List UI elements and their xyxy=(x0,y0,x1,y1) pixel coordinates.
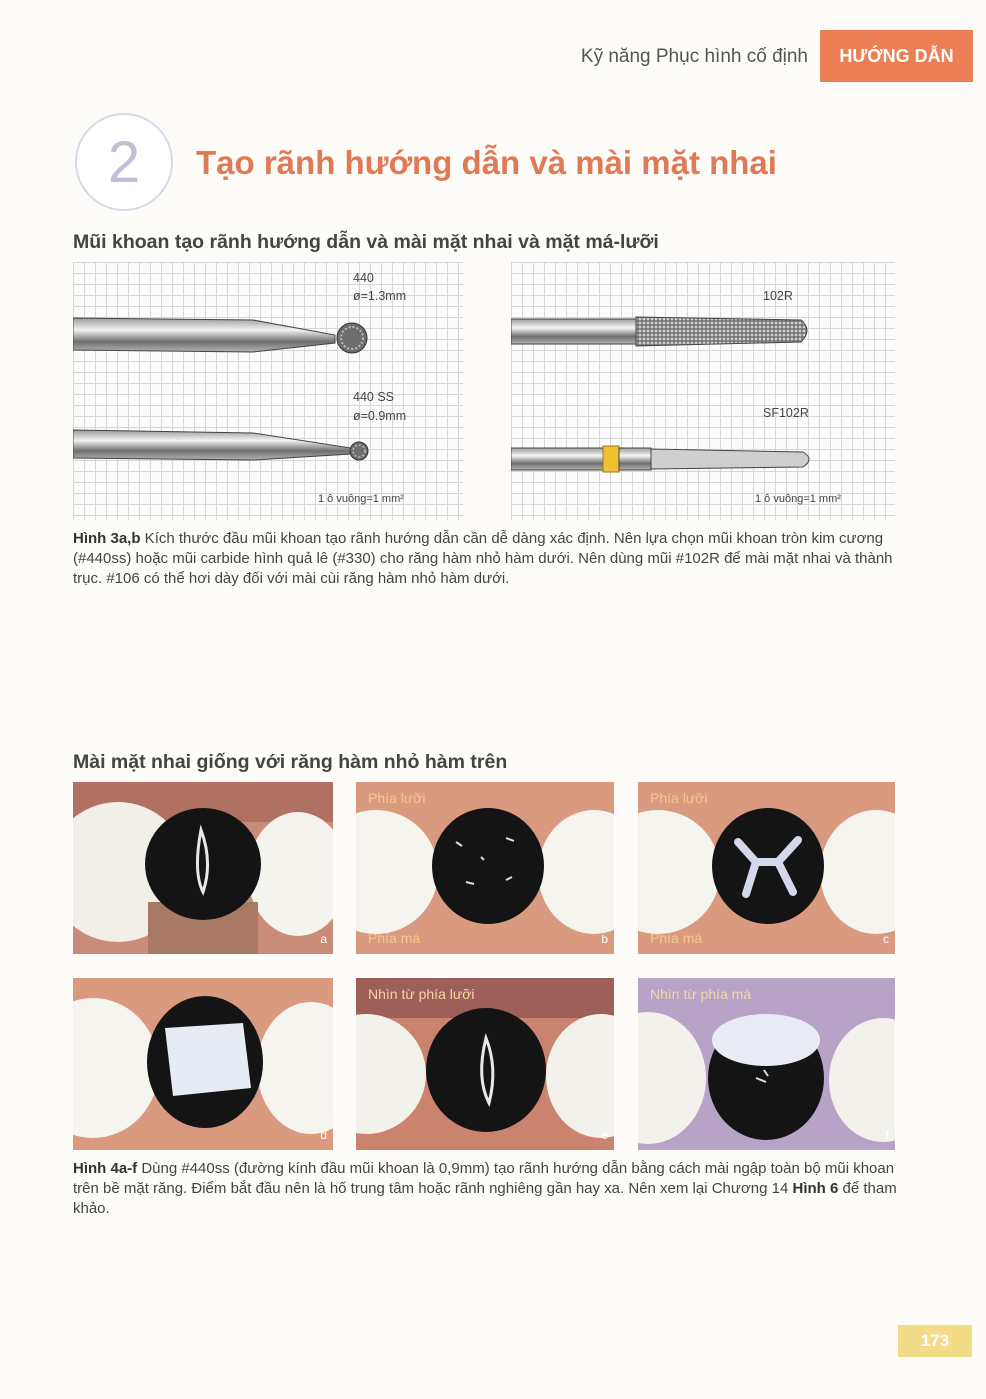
page-number: 173 xyxy=(898,1325,972,1357)
bur-label-440: 440 xyxy=(353,271,374,285)
photo-letter-f: f xyxy=(885,1128,889,1142)
running-header: Kỹ năng Phục hình cố định xyxy=(580,46,808,67)
photo-letter-a: a xyxy=(320,932,327,946)
bur-label-102r: 102R xyxy=(763,289,793,303)
photo-b-top-label: Phía lưỡi xyxy=(368,790,426,806)
photo-c-bottom-label: Phía má xyxy=(650,930,703,946)
bur-102r-drawing xyxy=(511,262,895,520)
photo-b-bottom-label: Phía má xyxy=(368,930,421,946)
photo-letter-c: c xyxy=(883,932,889,946)
figure-4-text: Dùng #440ss (đường kính đầu mũi khoan là 0,9mm) tạo rãnh hướng dẫn bằng cách mài ngập toàn bộ mũi khoan trên bề mặt răng. Điểm bắt đầu nên là hố trung tâm hoặc rãnh nghiêng gần hay xa. Nên xem lại Chương 14 xyxy=(73,1160,895,1197)
photo-f xyxy=(638,978,895,1150)
tooth-photo-f xyxy=(638,978,895,1150)
figure-4-ref: Hình 6 xyxy=(792,1180,839,1197)
figure-3-caption xyxy=(73,529,898,589)
photo-d xyxy=(73,978,333,1150)
section-number: 2 xyxy=(107,129,141,195)
bur-label-440ss: 440 SS xyxy=(353,390,395,404)
photo-letter-e: e xyxy=(601,1128,608,1142)
bur-size-440: ø=1.3mm xyxy=(353,289,407,303)
photo-letter-d: d xyxy=(320,1128,327,1142)
bur-label-sf102r: SF102R xyxy=(763,406,809,420)
photo-e-top-label: Nhìn từ phía lưỡi xyxy=(368,986,475,1002)
figure-4-text-end: để tham khảo. xyxy=(73,1180,897,1217)
scale-note-right: 1 ô vuông=1 mm² xyxy=(755,493,841,505)
tooth-photo-b xyxy=(356,782,614,954)
photo-letter-b: b xyxy=(601,932,608,946)
figure-4-caption xyxy=(73,1159,898,1219)
photo-c-top-label: Phía lưỡi xyxy=(650,790,708,806)
bur-image-left xyxy=(73,262,463,520)
header-badge: HƯỚNG DẪN xyxy=(820,30,973,82)
photo-c xyxy=(638,782,895,954)
bur-size-440ss: ø=0.9mm xyxy=(353,409,407,423)
tooth-photo-c xyxy=(638,782,895,954)
figure-4-label: Hình 4a-f xyxy=(73,1160,138,1177)
bur-heading: Mũi khoan tạo rãnh hướng dẫn và mài mặt nhai và mặt má-lưỡi xyxy=(73,231,659,253)
photo-e xyxy=(356,978,614,1150)
tooth-photo-e xyxy=(356,978,614,1150)
photo-a xyxy=(73,782,333,954)
photo-f-top-label: Nhìn từ phía má xyxy=(650,986,752,1002)
scale-note-left: 1 ô vuông=1 mm² xyxy=(318,493,404,505)
figure-3-label: Hình 3a,b xyxy=(73,530,141,547)
occlusal-heading: Mài mặt nhai giống với răng hàm nhỏ hàm trên xyxy=(73,751,508,773)
bur-image-right xyxy=(511,262,895,520)
tooth-photo-d xyxy=(73,978,333,1150)
section-title: Tạo rãnh hướng dẫn và mài mặt nhai xyxy=(196,144,777,181)
figure-3-text: Kích thước đầu mũi khoan tạo rãnh hướng dẫn cần dễ dàng xác định. Nên lựa chọn mũi khoan tròn kim cương (#440ss) hoặc mũi carbide hình quả lê (#330) cho răng hàm nhỏ hàm dưới. Nên dùng mũi #102R để mài mặt nhai và thành trục. #106 có thể hơi dày đối với mài cùi răng hàm nhỏ hàm dưới. xyxy=(73,530,893,587)
tooth-photo-a xyxy=(73,782,333,954)
photo-b xyxy=(356,782,614,954)
